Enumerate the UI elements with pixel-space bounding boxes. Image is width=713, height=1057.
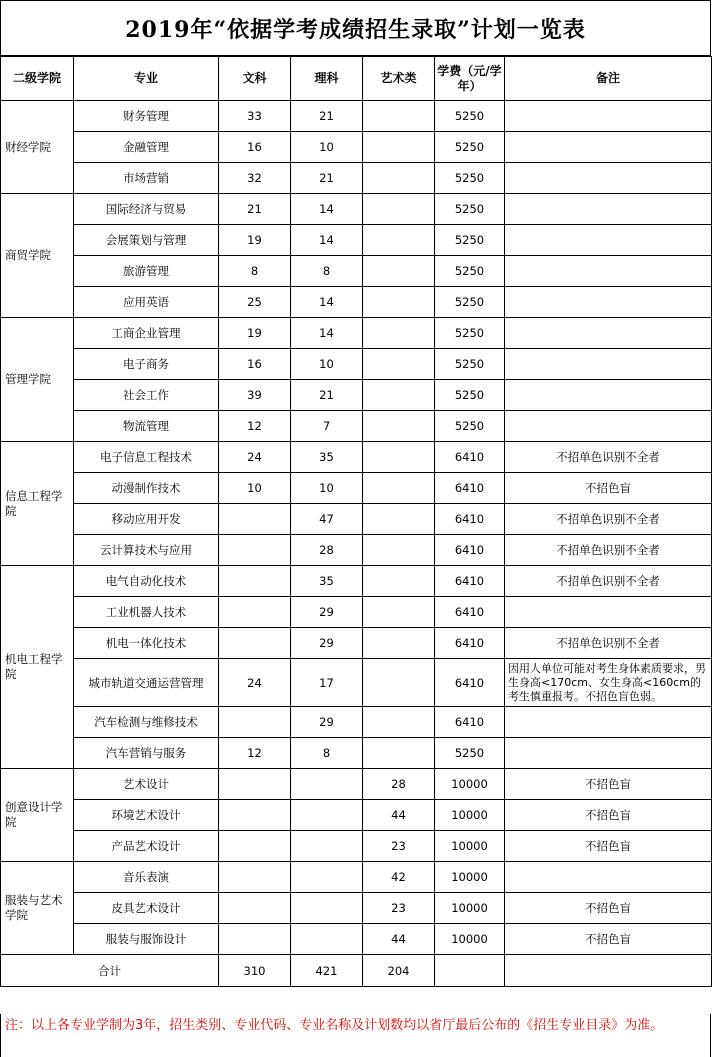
tuition-cell: 6410 [435,659,505,707]
total-art: 204 [363,955,435,987]
header-arts: 文科 [219,57,291,101]
note-cell: 因用人单位可能对考生身体素质要求，男生身高<170cm、女生身高<160cm的考生慎重报考。不招色盲色弱。 [505,659,712,707]
college-cell: 服装与艺术学院 [1,862,74,955]
note-cell: 不招单色识别不全者 [505,535,712,566]
tuition-cell: 5250 [435,738,505,769]
tuition-cell: 6410 [435,535,505,566]
arts-count-cell: 39 [219,380,291,411]
college-cell: 商贸学院 [1,194,74,318]
major-cell: 音乐表演 [74,862,219,893]
tuition-cell: 5250 [435,225,505,256]
arts-count-cell: 10 [219,473,291,504]
arts-count-cell: 16 [219,132,291,163]
arts-count-cell: 16 [219,349,291,380]
note-cell [505,707,712,738]
note-cell: 不招单色识别不全者 [505,628,712,659]
tuition-cell: 5250 [435,256,505,287]
art-count-cell [363,101,435,132]
note-cell [505,101,712,132]
art-count-cell [363,287,435,318]
arts-count-cell [219,707,291,738]
art-count-cell: 42 [363,862,435,893]
science-count-cell: 14 [291,318,363,349]
major-cell: 金融管理 [74,132,219,163]
major-cell: 工商企业管理 [74,318,219,349]
major-cell: 产品艺术设计 [74,831,219,862]
science-count-cell: 28 [291,535,363,566]
table-row [1,442,712,473]
science-count-cell: 10 [291,349,363,380]
page-title: 2019年“依据学考成绩招生录取”计划一览表 [0,0,711,56]
table-row [1,738,712,769]
tuition-cell: 6410 [435,566,505,597]
arts-count-cell: 12 [219,738,291,769]
major-cell: 电子商务 [74,349,219,380]
note-cell [505,597,712,628]
major-cell: 艺术设计 [74,769,219,800]
header-note: 备注 [505,57,712,101]
table-row [1,473,712,504]
major-cell: 市场营销 [74,163,219,194]
art-count-cell [363,225,435,256]
art-count-cell [363,318,435,349]
art-count-cell [363,597,435,628]
arts-count-cell: 32 [219,163,291,194]
tuition-cell: 5250 [435,101,505,132]
art-count-cell [363,411,435,442]
note-cell [505,163,712,194]
table-row [1,194,712,225]
table-row [1,659,712,707]
science-count-cell: 47 [291,504,363,535]
major-cell: 城市轨道交通运营管理 [74,659,219,707]
note-cell: 不招色盲 [505,924,712,955]
arts-count-cell: 21 [219,194,291,225]
arts-count-cell [219,566,291,597]
tuition-cell: 10000 [435,862,505,893]
art-count-cell [363,132,435,163]
note-cell: 不招色盲 [505,831,712,862]
note-cell [505,862,712,893]
arts-count-cell [219,893,291,924]
science-count-cell: 35 [291,566,363,597]
table-row [1,132,712,163]
arts-count-cell: 24 [219,442,291,473]
table-row [1,831,712,862]
enrollment-plan-table [0,56,712,987]
college-cell: 机电工程学院 [1,566,74,769]
total-note [505,955,712,987]
art-count-cell [363,163,435,194]
major-cell: 社会工作 [74,380,219,411]
table-row [1,256,712,287]
table-row [1,380,712,411]
table-row [1,769,712,800]
tuition-cell: 5250 [435,349,505,380]
arts-count-cell: 19 [219,225,291,256]
total-science: 421 [291,955,363,987]
header-science: 理科 [291,57,363,101]
table-row [1,101,712,132]
header-tuition: 学费（元/学年） [435,57,505,101]
note-cell: 不招色盲 [505,769,712,800]
note-cell: 不招色盲 [505,473,712,504]
major-cell: 汽车检测与维修技术 [74,707,219,738]
art-count-cell [363,566,435,597]
total-row [1,955,712,987]
science-count-cell: 7 [291,411,363,442]
science-count-cell: 29 [291,628,363,659]
tuition-cell: 5250 [435,380,505,411]
science-count-cell [291,862,363,893]
science-count-cell [291,893,363,924]
tuition-cell: 10000 [435,924,505,955]
tuition-cell: 6410 [435,597,505,628]
tuition-cell: 5250 [435,411,505,442]
total-label: 合计 [1,955,219,987]
note-cell: 不招单色识别不全者 [505,442,712,473]
table-row [1,318,712,349]
tuition-cell: 6410 [435,442,505,473]
tuition-cell: 10000 [435,800,505,831]
science-count-cell: 29 [291,707,363,738]
art-count-cell [363,738,435,769]
art-count-cell [363,442,435,473]
tuition-cell: 5250 [435,163,505,194]
arts-count-cell [219,628,291,659]
footnote: 注：以上各专业学制为3年，招生类别、专业代码、专业名称及计划数均以省厅最后公布的《招生专业目录》为准。 [0,1014,711,1057]
science-count-cell: 21 [291,380,363,411]
major-cell: 移动应用开发 [74,504,219,535]
table-row [1,535,712,566]
science-count-cell [291,800,363,831]
note-cell [505,318,712,349]
art-count-cell [363,504,435,535]
tuition-cell: 5250 [435,287,505,318]
table-row [1,566,712,597]
major-cell: 应用英语 [74,287,219,318]
major-cell: 电气自动化技术 [74,566,219,597]
art-count-cell [363,349,435,380]
art-count-cell [363,194,435,225]
header-row [1,57,712,101]
major-cell: 服装与服饰设计 [74,924,219,955]
table-row [1,163,712,194]
arts-count-cell [219,504,291,535]
major-cell: 旅游管理 [74,256,219,287]
note-cell [505,738,712,769]
arts-count-cell [219,597,291,628]
arts-count-cell [219,800,291,831]
tuition-cell: 10000 [435,831,505,862]
college-cell: 财经学院 [1,101,74,194]
major-cell: 会展策划与管理 [74,225,219,256]
science-count-cell [291,769,363,800]
header-art: 艺术类 [363,57,435,101]
major-cell: 工业机器人技术 [74,597,219,628]
arts-count-cell [219,831,291,862]
table-row [1,628,712,659]
arts-count-cell [219,924,291,955]
science-count-cell [291,831,363,862]
science-count-cell: 21 [291,163,363,194]
tuition-cell: 10000 [435,893,505,924]
science-count-cell: 29 [291,597,363,628]
major-cell: 皮具艺术设计 [74,893,219,924]
major-cell: 汽车营销与服务 [74,738,219,769]
arts-count-cell: 24 [219,659,291,707]
note-cell [505,132,712,163]
note-cell: 不招单色识别不全者 [505,566,712,597]
table-row [1,707,712,738]
science-count-cell: 8 [291,738,363,769]
table-row [1,893,712,924]
tuition-cell: 6410 [435,628,505,659]
arts-count-cell: 19 [219,318,291,349]
art-count-cell [363,535,435,566]
science-count-cell: 17 [291,659,363,707]
major-cell: 电子信息工程技术 [74,442,219,473]
table-row [1,800,712,831]
note-cell [505,349,712,380]
tuition-cell: 10000 [435,769,505,800]
science-count-cell: 10 [291,473,363,504]
major-cell: 环境艺术设计 [74,800,219,831]
science-count-cell: 8 [291,256,363,287]
major-cell: 国际经济与贸易 [74,194,219,225]
arts-count-cell: 25 [219,287,291,318]
tuition-cell: 6410 [435,504,505,535]
college-cell: 创意设计学院 [1,769,74,862]
arts-count-cell [219,769,291,800]
arts-count-cell: 12 [219,411,291,442]
major-cell: 云计算技术与应用 [74,535,219,566]
note-cell: 不招单色识别不全者 [505,504,712,535]
table-row [1,287,712,318]
art-count-cell: 23 [363,831,435,862]
major-cell: 机电一体化技术 [74,628,219,659]
major-cell: 动漫制作技术 [74,473,219,504]
note-cell [505,256,712,287]
note-cell [505,225,712,256]
tuition-cell: 5250 [435,318,505,349]
arts-count-cell: 8 [219,256,291,287]
table-row [1,504,712,535]
note-cell [505,380,712,411]
art-count-cell [363,628,435,659]
tuition-cell: 5250 [435,194,505,225]
college-cell: 信息工程学院 [1,442,74,566]
art-count-cell [363,380,435,411]
table-row [1,862,712,893]
table-row [1,597,712,628]
art-count-cell: 28 [363,769,435,800]
art-count-cell [363,707,435,738]
science-count-cell [291,924,363,955]
total-arts: 310 [219,955,291,987]
major-cell: 物流管理 [74,411,219,442]
science-count-cell: 14 [291,225,363,256]
note-cell [505,411,712,442]
table-row [1,924,712,955]
header-college: 二级学院 [1,57,74,101]
table-row [1,225,712,256]
total-tuition [435,955,505,987]
major-cell: 财务管理 [74,101,219,132]
tuition-cell: 6410 [435,707,505,738]
art-count-cell [363,659,435,707]
table-row [1,411,712,442]
table-body [1,101,712,955]
art-count-cell [363,256,435,287]
science-count-cell: 10 [291,132,363,163]
science-count-cell: 35 [291,442,363,473]
note-cell [505,194,712,225]
science-count-cell: 14 [291,287,363,318]
tuition-cell: 6410 [435,473,505,504]
science-count-cell: 14 [291,194,363,225]
header-major: 专业 [74,57,219,101]
art-count-cell: 23 [363,893,435,924]
tuition-cell: 5250 [435,132,505,163]
table-row [1,349,712,380]
arts-count-cell: 33 [219,101,291,132]
art-count-cell [363,473,435,504]
note-cell: 不招色盲 [505,800,712,831]
art-count-cell: 44 [363,800,435,831]
arts-count-cell [219,535,291,566]
art-count-cell: 44 [363,924,435,955]
science-count-cell: 21 [291,101,363,132]
note-cell [505,287,712,318]
college-cell: 管理学院 [1,318,74,442]
arts-count-cell [219,862,291,893]
note-cell: 不招色盲 [505,893,712,924]
